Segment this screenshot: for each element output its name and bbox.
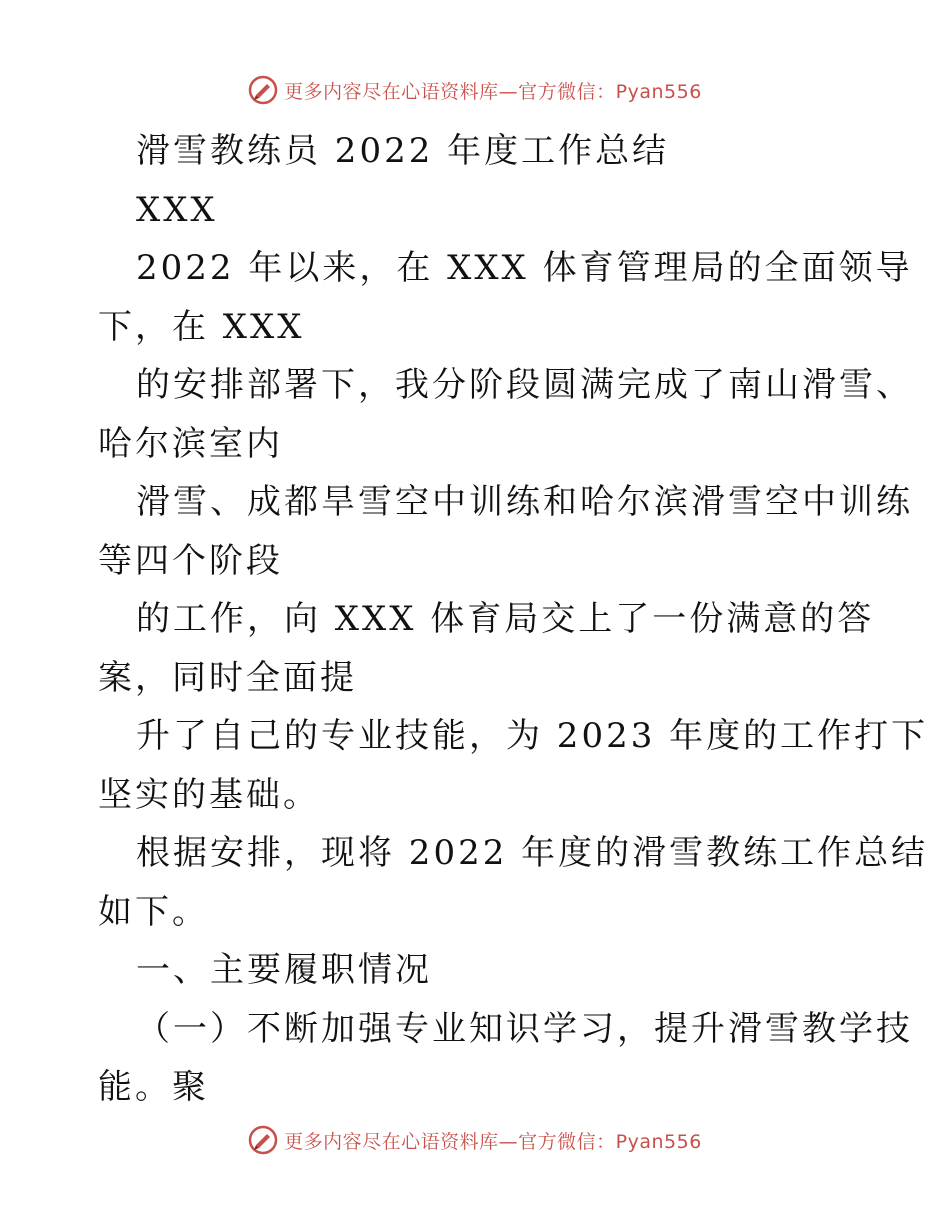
paragraph-line: 滑雪、成都旱雪空中训练和哈尔滨滑雪空中训练 <box>136 482 913 522</box>
paragraph-line: 下，在 XXX <box>98 306 305 347</box>
author-name: XXX <box>136 189 218 230</box>
paragraph-line: 等四个阶段 <box>98 540 283 581</box>
paragraph-line: 升了自己的专业技能，为 2023 年度的工作打下 <box>136 716 929 756</box>
paragraph-line: 坚实的基础。 <box>98 774 320 815</box>
paragraph-line: 的安排部署下，我分阶段圆满完成了南山滑雪、 <box>136 365 913 405</box>
pen-logo-icon <box>248 1125 278 1155</box>
watermark-banner-top <box>0 70 950 110</box>
watermark-text: 更多内容尽在心语资料库—官方微信：Pyan556 <box>284 1130 702 1153</box>
section-heading: 一、主要履职情况 <box>136 950 432 990</box>
paragraph-line: 2022 年以来，在 XXX 体育管理局的全面领导 <box>136 248 913 288</box>
paragraph-line: 的工作，向 XXX 体育局交上了一份满意的答 <box>136 599 875 639</box>
watermark-banner-bottom <box>0 1120 950 1160</box>
document-title: 滑雪教练员 2022 年度工作总结 <box>136 131 670 171</box>
paragraph-line: 案，同时全面提 <box>98 657 357 698</box>
subsection-heading: （一）不断加强专业知识学习，提升滑雪教学技 <box>136 1008 913 1049</box>
paragraph-line: 能。聚 <box>98 1067 209 1107</box>
document-body <box>98 122 929 1117</box>
watermark-text: 更多内容尽在心语资料库—官方微信：Pyan556 <box>284 80 702 103</box>
paragraph-line: 根据安排，现将 2022 年度的滑雪教练工作总结 <box>136 833 929 873</box>
paragraph-line: 如下。 <box>98 891 209 932</box>
pen-logo-icon <box>248 75 278 105</box>
paragraph-line: 哈尔滨室内 <box>98 423 283 464</box>
